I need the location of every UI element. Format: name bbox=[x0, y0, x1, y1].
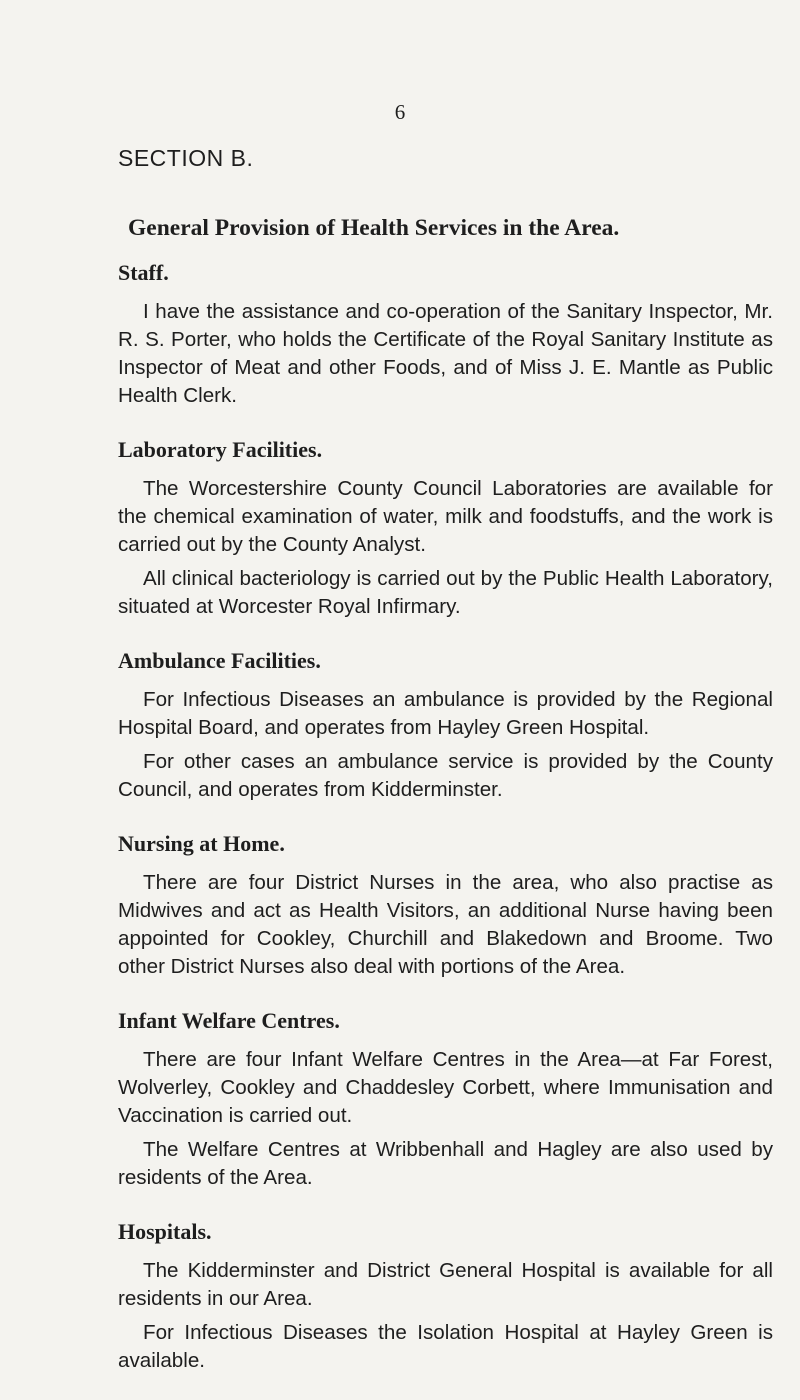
section-heading-nursing: Nursing at Home. bbox=[118, 831, 285, 856]
section-heading-hospitals: Hospitals. bbox=[118, 1219, 212, 1244]
paragraph: For other cases an ambulance service is provided by the County Council, and operates from Kidderminster. bbox=[118, 750, 773, 801]
section-heading-infant-welfare: Infant Welfare Centres. bbox=[118, 1008, 340, 1033]
section-nursing-at-home bbox=[118, 829, 773, 981]
page-number: 6 bbox=[394, 100, 406, 124]
section-heading-laboratory: Laboratory Facilities. bbox=[118, 437, 323, 462]
paragraph: For Infectious Diseases an ambulance is provided by the Regional Hospital Board, and operates from Hayley Green Hospital. bbox=[118, 688, 773, 739]
page-title: General Provision of Health Services in the Area. bbox=[128, 215, 620, 241]
section-title: SECTION B. bbox=[118, 145, 254, 171]
paragraph: I have the assistance and co-operation of the Sanitary Inspector, Mr. R. S. Porter, who holds the Certificate of the Royal Sanitary Institute as Inspector of Meat and other Foods, and of Miss J. E. Mantle as Public Health Clerk. bbox=[118, 300, 773, 407]
paragraph: There are four District Nurses in the area, who also practise as Midwives and act as Health Visitors, an additional Nurse having been appointed for Cookley, Churchill and Blakedown and Broome. Two other District Nurses also deal with portions of the Area. bbox=[118, 871, 773, 978]
paragraph: The Welfare Centres at Wribbenhall and Hagley are also used by residents of the Area. bbox=[118, 1138, 773, 1189]
document-body bbox=[118, 258, 773, 1400]
paragraph: The Worcestershire County Council Laboratories are available for the chemical examination of water, milk and foodstuffs, and the work is carried out by the County Analyst. bbox=[118, 477, 773, 556]
paragraph: All clinical bacteriology is carried out by the Public Health Laboratory, situated at Worcester Royal Infirmary. bbox=[118, 567, 773, 618]
section-ambulance-facilities bbox=[118, 646, 773, 804]
section-heading-staff: Staff. bbox=[118, 260, 169, 285]
section-heading-ambulance: Ambulance Facilities. bbox=[118, 648, 321, 673]
section-staff bbox=[118, 258, 773, 410]
section-infant-welfare-centres bbox=[118, 1006, 773, 1192]
paragraph: There are four Infant Welfare Centres in the Area—at Far Forest, Wolverley, Cookley and Chaddesley Corbett, where Immunisation and Vaccination is carried out. bbox=[118, 1048, 773, 1127]
section-hospitals bbox=[118, 1217, 773, 1375]
section-laboratory-facilities bbox=[118, 435, 773, 621]
paragraph: For Infectious Diseases the Isolation Hospital at Hayley Green is available. bbox=[118, 1321, 773, 1372]
paragraph: The Kidderminster and District General Hospital is available for all residents in our Area. bbox=[118, 1259, 773, 1310]
